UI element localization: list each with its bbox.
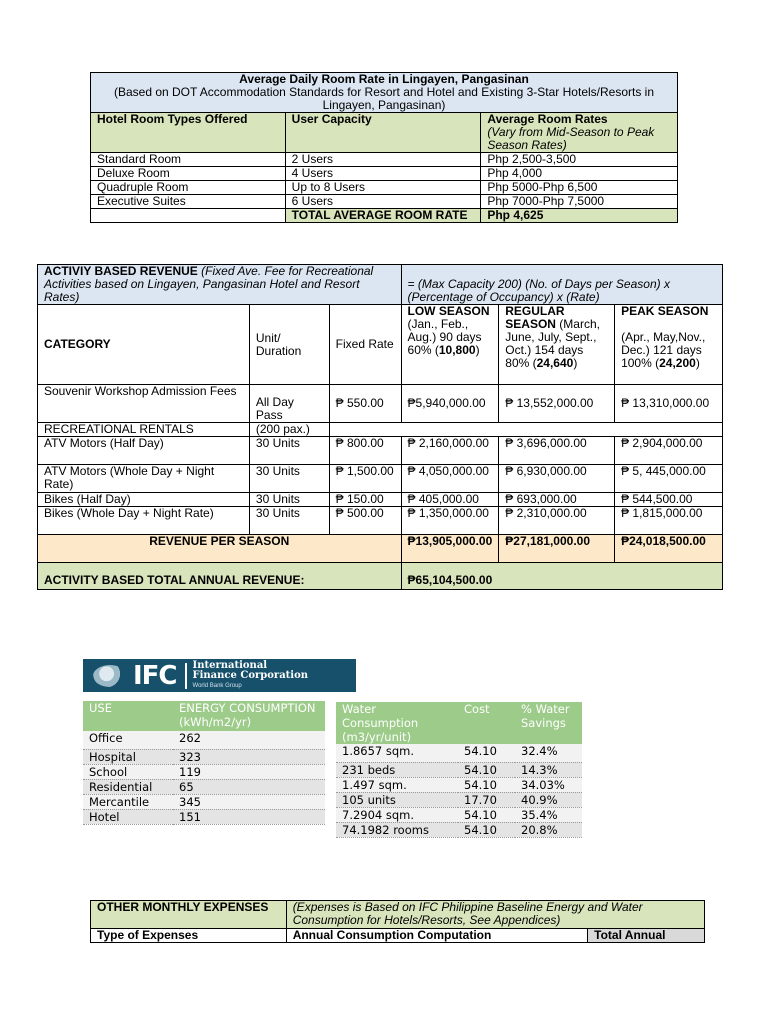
rental-peak: ₱ 1,815,000.00 <box>615 507 723 535</box>
room-total-value: Php 4,625 <box>481 209 678 223</box>
annual-revenue-row <box>38 563 723 590</box>
energy-header-use: USE <box>83 701 173 731</box>
room-rate: Php 7000-Php 7,5000 <box>481 195 678 209</box>
energy-value: 119 <box>173 764 325 779</box>
energy-row <box>83 794 325 809</box>
energy-value: 345 <box>173 794 325 809</box>
ifc-logo-line2: Finance Corporation <box>192 669 309 681</box>
rental-rate: ₱ 800.00 <box>329 437 401 465</box>
water-header-consumption: Water Consumption (m3/yr/unit) <box>336 702 458 744</box>
room-rate-subtitle: (Based on DOT Accommodation Standards for Resort and Hotel and Existing 3-Star Hotels/Resorts in Lingayen, Pangasinan) <box>113 85 655 112</box>
souvenir-rate: ₱ 550.00 <box>329 385 401 423</box>
water-cost: 54.10 <box>458 777 515 792</box>
room-row <box>91 153 678 167</box>
rentals-empty <box>329 423 722 437</box>
expenses-table <box>90 900 705 943</box>
rental-row <box>38 507 723 535</box>
rental-regular: ₱ 3,696,000.00 <box>499 437 615 465</box>
activity-formula: = (Max Capacity 200) (No. of Days per Season) x (Percentage of Occupancy) x (Rate) <box>401 265 722 305</box>
water-consumption: 7.2904 sqm. <box>336 807 458 822</box>
ifc-logo-letters: IFC <box>133 660 177 691</box>
water-header-cost: Cost <box>458 702 515 744</box>
room-rate-title-cell <box>91 73 678 113</box>
water-row <box>336 792 582 807</box>
ifc-logo-names <box>193 661 309 691</box>
room-type: Deluxe Room <box>91 167 286 181</box>
logo-divider <box>185 663 187 689</box>
room-rate: Php 4,000 <box>481 167 678 181</box>
energy-row <box>83 749 325 764</box>
revenue-peak: ₱24,018,500.00 <box>615 535 723 563</box>
regular-season-label: REGULAR SEASON <box>505 304 565 331</box>
water-row <box>336 822 582 837</box>
energy-value: 262 <box>173 731 325 749</box>
ifc-logo-line1: International <box>192 659 268 671</box>
room-rate-header-row <box>91 113 678 153</box>
water-savings: 34.03% <box>515 777 582 792</box>
rental-row <box>38 437 723 465</box>
room-total-row <box>91 209 678 223</box>
room-total-label: TOTAL AVERAGE ROOM RATE <box>285 209 481 223</box>
activity-title-cell <box>38 265 402 305</box>
header-peak-season <box>615 305 723 385</box>
activity-header-row <box>38 305 723 385</box>
water-header-row <box>336 702 582 744</box>
rental-row <box>38 465 723 493</box>
room-row <box>91 167 678 181</box>
header-total-annual: Total Annual <box>588 929 705 943</box>
annual-revenue-label: ACTIVITY BASED TOTAL ANNUAL REVENUE: <box>38 563 402 590</box>
room-capacity: 6 Users <box>285 195 481 209</box>
peak-season-desc: (Apr., May,Nov., Dec.) 121 days 100% ( <box>621 330 706 370</box>
header-average-rate-cell <box>481 113 678 153</box>
globe-icon <box>93 665 127 687</box>
header-user-capacity: User Capacity <box>285 113 481 153</box>
souvenir-regular: ₱ 13,552,000.00 <box>499 385 615 423</box>
rental-category: Bikes (Whole Day + Night Rate) <box>38 507 250 535</box>
rental-unit: 30 Units <box>249 465 329 493</box>
energy-value: 151 <box>173 809 325 824</box>
rentals-label: RECREATIONAL RENTALS <box>38 423 250 437</box>
water-consumption: 231 beds <box>336 762 458 777</box>
water-cost: 17.70 <box>458 792 515 807</box>
rental-unit: 30 Units <box>249 437 329 465</box>
energy-header-row <box>83 701 325 731</box>
room-capacity: Up to 8 Users <box>285 181 481 195</box>
energy-use: Hotel <box>83 809 173 824</box>
water-consumption-table <box>336 702 582 838</box>
energy-row <box>83 779 325 794</box>
header-room-type: Hotel Room Types Offered <box>91 113 286 153</box>
water-savings: 32.4% <box>515 744 582 762</box>
energy-header-consumption: ENERGY CONSUMPTION (kWh/m2/yr) <box>173 701 325 731</box>
room-row <box>91 195 678 209</box>
energy-use: Office <box>83 731 173 749</box>
souvenir-unit: All Day Pass <box>249 385 329 423</box>
activity-title-row <box>38 265 723 305</box>
room-capacity: 4 Users <box>285 167 481 181</box>
rental-category: Bikes (Half Day) <box>38 493 250 507</box>
header-fixed-rate: Fixed Rate <box>329 305 401 385</box>
rental-category: ATV Motors (Whole Day + Night Rate) <box>38 465 250 493</box>
rental-regular: ₱ 693,000.00 <box>499 493 615 507</box>
header-expense-type: Type of Expenses <box>91 929 287 943</box>
room-type: Standard Room <box>91 153 286 167</box>
header-category: CATEGORY <box>38 305 250 385</box>
water-savings: 40.9% <box>515 792 582 807</box>
room-row <box>91 181 678 195</box>
souvenir-row <box>38 385 723 423</box>
energy-use: Residential <box>83 779 173 794</box>
low-season-close: ) <box>475 343 480 357</box>
rentals-pax: (200 pax.) <box>249 423 329 437</box>
rental-low: ₱ 405,000.00 <box>401 493 499 507</box>
energy-row <box>83 809 325 824</box>
revenue-low: ₱13,905,000.00 <box>401 535 499 563</box>
water-cost: 54.10 <box>458 744 515 762</box>
energy-use: School <box>83 764 173 779</box>
header-regular-season <box>499 305 615 385</box>
energy-value: 65 <box>173 779 325 794</box>
expenses-header-row <box>91 929 705 943</box>
room-total-empty <box>91 209 286 223</box>
expenses-title: OTHER MONTHLY EXPENSES <box>91 901 287 929</box>
room-rate: Php 5000-Php 6,500 <box>481 181 678 195</box>
low-season-num: 10,800 <box>438 343 476 357</box>
activity-title-note: (Fixed Ave. Fee for Recreational Activities based on Lingayen, Pangasinan Hotel and Resort Rates) <box>44 264 374 304</box>
header-average-rate-note: (Vary from Mid-Season to Peak Season Rates) <box>487 125 655 152</box>
water-savings: 20.8% <box>515 822 582 837</box>
energy-use: Mercantile <box>83 794 173 809</box>
rental-peak: ₱ 5, 445,000.00 <box>615 465 723 493</box>
revenue-per-season-row <box>38 535 723 563</box>
water-consumption: 105 units <box>336 792 458 807</box>
regular-season-desc: (March, June, July, Sept., Oct.) 154 days 80% ( <box>505 317 600 370</box>
header-low-season <box>401 305 499 385</box>
souvenir-category: Souvenir Workshop Admission Fees <box>38 385 250 423</box>
water-row <box>336 762 582 777</box>
water-savings: 14.3% <box>515 762 582 777</box>
energy-value: 323 <box>173 749 325 764</box>
rental-category: ATV Motors (Half Day) <box>38 437 250 465</box>
water-consumption: 1.497 sqm. <box>336 777 458 792</box>
revenue-per-season-label: REVENUE PER SEASON <box>38 535 402 563</box>
rental-regular: ₱ 2,310,000.00 <box>499 507 615 535</box>
water-savings: 35.4% <box>515 807 582 822</box>
rental-unit: 30 Units <box>249 507 329 535</box>
peak-season-label: PEAK SEASON <box>621 304 709 318</box>
water-header-savings: % Water Savings <box>515 702 582 744</box>
water-cost: 54.10 <box>458 822 515 837</box>
rental-unit: 30 Units <box>249 493 329 507</box>
rental-low: ₱ 4,050,000.00 <box>401 465 499 493</box>
rental-rate: ₱ 150.00 <box>329 493 401 507</box>
regular-season-num: 24,640 <box>536 356 574 370</box>
rental-rate: ₱ 500.00 <box>329 507 401 535</box>
water-row <box>336 744 582 762</box>
rental-peak: ₱ 544,500.00 <box>615 493 723 507</box>
rental-regular: ₱ 6,930,000.00 <box>499 465 615 493</box>
expenses-note: (Expenses is Based on IFC Philippine Baseline Energy and Water Consumption for Hotels/Resorts, See Appendices) <box>286 901 704 929</box>
annual-revenue-value: ₱65,104,500.00 <box>401 563 722 590</box>
regular-season-close: ) <box>573 356 578 370</box>
peak-season-close: ) <box>695 356 700 370</box>
peak-season-num: 24,200 <box>659 356 696 370</box>
water-row <box>336 807 582 822</box>
room-type: Quadruple Room <box>91 181 286 195</box>
souvenir-peak: ₱ 13,310,000.00 <box>615 385 723 423</box>
room-rate-title-row <box>91 73 678 113</box>
ifc-logo-line3: World Bank Group <box>192 682 242 689</box>
water-cost: 54.10 <box>458 762 515 777</box>
room-rate: Php 2,500-3,500 <box>481 153 678 167</box>
header-annual-computation: Annual Consumption Computation <box>286 929 587 943</box>
low-season-desc: (Jan., Feb., Aug.) 90 days 60% ( <box>407 317 482 357</box>
activity-title: ACTIVIY BASED REVENUE <box>44 264 198 278</box>
water-consumption: 74.1982 rooms <box>336 822 458 837</box>
water-cost: 54.10 <box>458 807 515 822</box>
rentals-section-row <box>38 423 723 437</box>
header-average-rate: Average Room Rates <box>487 112 608 126</box>
energy-row <box>83 731 325 749</box>
energy-row <box>83 764 325 779</box>
energy-use: Hospital <box>83 749 173 764</box>
room-rate-table <box>90 72 678 223</box>
energy-consumption-table <box>83 701 325 825</box>
rental-peak: ₱ 2,904,000.00 <box>615 437 723 465</box>
low-season-label: LOW SEASON <box>407 304 490 318</box>
rental-row <box>38 493 723 507</box>
rental-low: ₱ 1,350,000.00 <box>401 507 499 535</box>
rental-low: ₱ 2,160,000.00 <box>401 437 499 465</box>
expenses-title-row <box>91 901 705 929</box>
room-type: Executive Suites <box>91 195 286 209</box>
revenue-regular: ₱27,181,000.00 <box>499 535 615 563</box>
water-row <box>336 777 582 792</box>
room-capacity: 2 Users <box>285 153 481 167</box>
water-consumption: 1.8657 sqm. <box>336 744 458 762</box>
souvenir-low: ₱5,940,000.00 <box>401 385 499 423</box>
rental-rate: ₱ 1,500.00 <box>329 465 401 493</box>
activity-revenue-table <box>37 264 723 590</box>
ifc-logo <box>83 659 356 692</box>
header-unit: Unit/ Duration <box>249 305 329 385</box>
room-rate-title: Average Daily Room Rate in Lingayen, Pangasinan <box>239 72 529 86</box>
